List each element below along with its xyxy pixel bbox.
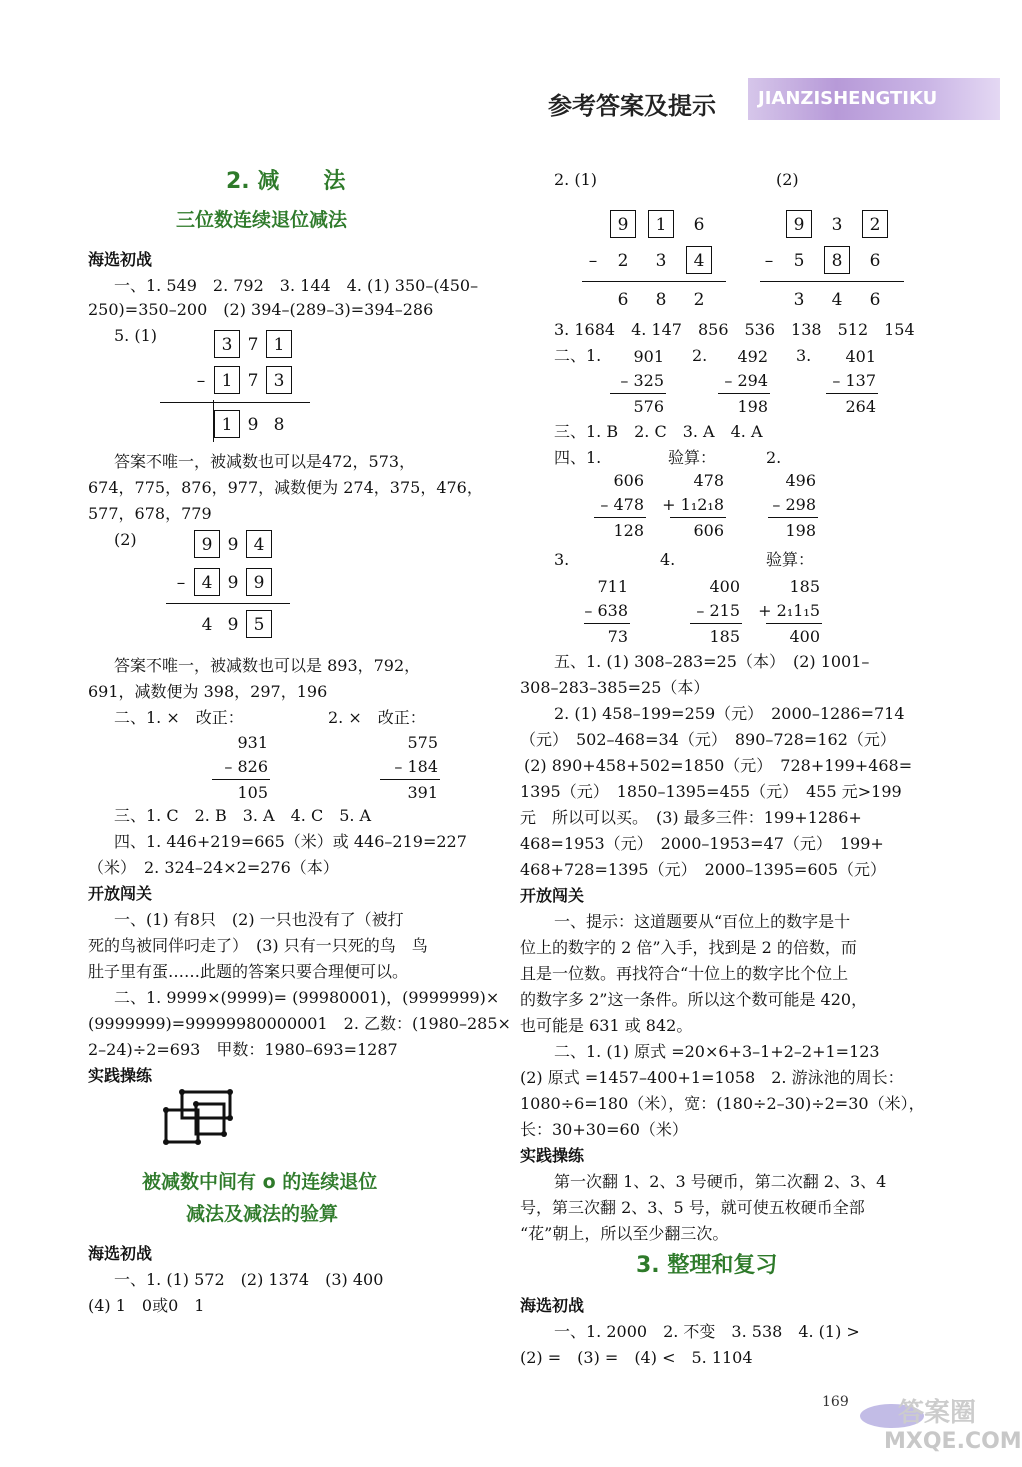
calc-result: 128: [613, 521, 644, 540]
calc-mid: – 298: [772, 495, 816, 514]
page-header-title: 参考答案及提示: [548, 92, 716, 120]
text-line: 3. 1684 4. 147 856 536 138 512 154: [554, 320, 915, 339]
digit: 9: [247, 415, 259, 435]
calc-mid: – 137: [832, 371, 876, 390]
digit: 6: [693, 215, 705, 235]
calc-mid: – 478: [600, 495, 644, 514]
calc-mid: – 294: [724, 371, 768, 390]
vcalc-row: [610, 286, 712, 314]
calc-mid: + 1₁2₁8: [662, 495, 724, 514]
section-title-subtraction: 2. 减 法: [226, 169, 346, 194]
text-line: 一、1. 549 2. 792 3. 144 4. (1) 350–(450–: [114, 276, 479, 295]
text-line: 三、1. B 2. C 3. A 4. A: [554, 422, 763, 441]
calc-mid: – 638: [584, 601, 628, 620]
text-line: 2. (1): [554, 170, 598, 189]
text-line: 元 所以可以买。 (3) 最多三件：199+1286+: [520, 808, 862, 827]
text-line: 2–24)÷2=693 甲数：1980–693=1287: [88, 1040, 398, 1059]
calc-result: 264: [845, 397, 876, 416]
heading-kaifang: 开放闯关: [88, 884, 153, 903]
text-line: 第一次翻 1、2、3 号硬币，第二次翻 2、3、4: [554, 1172, 887, 1191]
heading-haixuan: 海选初战: [88, 250, 153, 269]
calc-result: 391: [407, 783, 438, 802]
text-line: (2) 原式 =1457–400+1=1058 2. 游泳池的周长：: [520, 1068, 904, 1087]
calc-result: 606: [693, 521, 724, 540]
vcalc-row: [194, 610, 272, 639]
text-line: 3.: [554, 550, 570, 569]
digit: 5: [793, 251, 805, 271]
minus-sign: –: [196, 371, 206, 391]
text-line: 二、1.: [554, 346, 602, 365]
calc-line: [582, 281, 726, 282]
calc-line: [584, 623, 630, 624]
text-line: 答案不唯一，被减数也可以是 893，792，: [114, 656, 421, 675]
calc-top: 496: [785, 471, 816, 490]
text-line: 二、1. 9999×(9999)= (99980001)，(9999999)×: [114, 988, 500, 1007]
text-line: 2.: [692, 346, 708, 365]
digit: 4: [201, 615, 213, 635]
text-line: 308–283–385=25（本）: [520, 678, 710, 697]
digit-box: 9: [194, 530, 220, 558]
digit: 2: [693, 290, 705, 310]
calc-line: [826, 393, 878, 394]
calc-result: 105: [237, 783, 268, 802]
calc-result: 576: [633, 397, 664, 416]
text-line: 一、1. (1) 572 (2) 1374 (3) 400: [114, 1270, 384, 1289]
calc-top: 901: [633, 347, 664, 366]
digit-box: 4: [194, 568, 220, 596]
text-line: 468=1953（元） 2000–1953=47（元） 199+: [520, 834, 884, 853]
heading-haixuan: 海选初战: [88, 1244, 153, 1263]
vcalc-row: [756, 246, 888, 275]
calc-result: 185: [709, 627, 740, 646]
text-line: 也可能是 631 或 842。: [520, 1016, 693, 1035]
text-line: 2. × 改正：: [328, 708, 426, 727]
digit: 8: [273, 415, 285, 435]
calc-top: 606: [613, 471, 644, 490]
digit: 3: [831, 215, 843, 235]
text-line: 一、提示：这道题要从“百位上的数字是十: [554, 912, 851, 931]
digit-box: 3: [266, 366, 292, 394]
calc-result: 198: [785, 521, 816, 540]
digit-box: 9: [246, 568, 272, 596]
calc-top: 931: [237, 733, 268, 752]
calc-rule: [213, 400, 214, 442]
digit: 6: [869, 290, 881, 310]
text-line: 577，678，779: [88, 504, 212, 523]
text-line: 肚子里有蛋……此题的答案只要合理便可以。: [88, 962, 409, 981]
digit-box: 2: [862, 210, 888, 238]
calc-top: 400: [709, 577, 740, 596]
minus-sign: –: [764, 251, 774, 271]
calc-line: [166, 603, 290, 604]
page-number: 169: [822, 1394, 849, 1410]
calc-line: [594, 517, 646, 518]
digit-box: 1: [214, 366, 240, 394]
text-line: 五、1. (1) 308–283=25（本） (2) 1001–: [554, 652, 870, 671]
calc-line: [766, 623, 822, 624]
vcalc-row: [214, 410, 292, 439]
digit: 6: [617, 290, 629, 310]
text-line: (2): [776, 170, 799, 189]
text-line: （米） 2. 324–24×2=276（本）: [88, 858, 339, 877]
text-line: 的数字多 2”这一条件。所以这个数可能是 420，: [520, 990, 868, 1009]
digit: 9: [227, 535, 239, 555]
calc-result: 198: [737, 397, 768, 416]
watermark-text: 答案圈: [898, 1398, 977, 1428]
vcalc-row: [168, 568, 272, 597]
digit: 7: [247, 335, 259, 355]
text-line: (9999999)=99999980000001 2. 乙数：(1980–285×: [88, 1014, 511, 1033]
digit-box: 8: [824, 246, 850, 274]
text-line: 二、1. (1) 原式 =20×6+3–1+2–2+1=123: [554, 1042, 880, 1061]
vcalc-row: [188, 366, 292, 395]
calc-line: [610, 393, 666, 394]
text-line: 3.: [796, 346, 812, 365]
text-line: 三、1. C 2. B 3. A 4. C 5. A: [114, 806, 372, 825]
digit: 8: [655, 290, 667, 310]
digit: 9: [227, 615, 239, 635]
digit: 9: [227, 573, 239, 593]
calc-result: 73: [607, 627, 628, 646]
text-line: (4) 1 0或0 1: [88, 1296, 205, 1315]
text-line: 四、1. 446+219=665（米）或 446–219=227: [114, 832, 467, 851]
calc-mid: – 826: [224, 757, 268, 776]
calc-mid: + 2₁1₁5: [758, 601, 820, 620]
text-line: 674，775，876，977，减数便为 274，375，476，: [88, 478, 483, 497]
digit: 3: [793, 290, 805, 310]
text-line: 一、(1) 有8只 (2) 一只也没有了（被打: [114, 910, 404, 929]
vcalc-row: [610, 210, 712, 239]
matchstick-figure: [160, 1088, 240, 1150]
vcalc-row: [786, 286, 888, 314]
text-line: 且是一位数。再找符合“十位上的数字比个位上: [520, 964, 849, 983]
digit-box: 1: [214, 410, 240, 438]
text-line: 4.: [660, 550, 676, 569]
calc-top: 401: [845, 347, 876, 366]
calc-top: 478: [693, 471, 724, 490]
digit: 4: [831, 290, 843, 310]
calc-top: 185: [789, 577, 820, 596]
digit-box: 3: [214, 330, 240, 358]
subsection-title: 被减数中间有 o 的连续退位: [142, 1171, 378, 1193]
digit: 7: [247, 371, 259, 391]
heading-haixuan: 海选初战: [520, 1296, 585, 1315]
digit-box: 4: [686, 246, 712, 274]
text-line: (2) = (3) = (4) < 5. 1104: [520, 1348, 753, 1367]
calc-line: [670, 517, 726, 518]
digit: 6: [869, 251, 881, 271]
calc-mid: – 325: [620, 371, 664, 390]
text-line: 验算：: [668, 448, 717, 467]
digit-box: 1: [648, 210, 674, 238]
digit-box: 5: [246, 610, 272, 638]
header-banner: [748, 78, 1000, 120]
text-line: 答案不唯一，被减数也可以是472，573，: [114, 452, 416, 471]
vcalc-row: [786, 210, 888, 239]
text-line: 二、1. × 改正：: [114, 708, 244, 727]
calc-mid: – 215: [696, 601, 740, 620]
heading-shijian: 实践操练: [520, 1146, 585, 1165]
text-line: 468+728=1395（元） 2000–1395=605（元）: [520, 860, 886, 879]
text-line: “花”朝上，所以至少翻三次。: [520, 1224, 729, 1243]
calc-top: 575: [407, 733, 438, 752]
calc-result: 400: [789, 627, 820, 646]
calc-mid: – 184: [394, 757, 438, 776]
text-line: 验算：: [766, 550, 815, 569]
calc-line: [160, 402, 310, 403]
text-line: 691，减数便为 398，297，196: [88, 682, 328, 701]
text-line: 2.: [766, 448, 782, 467]
digit-box: 1: [266, 330, 292, 358]
vcalc-row: [214, 330, 292, 359]
text-line: 1395（元） 1850–1395=455（元） 455 元>199: [520, 782, 902, 801]
text-line: 四、1.: [554, 448, 602, 467]
minus-sign: –: [176, 573, 186, 593]
digit: 3: [655, 251, 667, 271]
minus-sign: –: [588, 251, 598, 271]
text-line: 号，第三次翻 2、3、5 号，就可使五枚硬币全部: [520, 1198, 865, 1217]
text-line: 死的鸟被同伴叼走了） (3) 只有一只死的鸟 鸟: [88, 936, 428, 955]
text-line: 1080÷6=180（米），宽：(180÷2–30)÷2=30（米），: [520, 1094, 925, 1113]
text-line: 2. (1) 458–199=259（元） 2000–1286=714: [554, 704, 905, 723]
calc-line: [760, 281, 904, 282]
banner-text: JIANZISHENGTIKU: [758, 88, 938, 109]
calc-line: [212, 779, 270, 780]
text-line: 250)=350–200 (2) 394–(289–3)=394–286: [88, 300, 434, 319]
subsection-title: 三位数连续退位减法: [176, 209, 348, 231]
calc-top: 711: [597, 577, 628, 596]
digit: 2: [617, 251, 629, 271]
calc-line: [768, 517, 818, 518]
calc-line: [718, 393, 770, 394]
digit-box: 9: [786, 210, 812, 238]
calc-line: [380, 779, 440, 780]
section-title-review: 3. 整理和复习: [636, 1253, 778, 1278]
text-line: 一、1. 2000 2. 不变 3. 538 4. (1) >: [554, 1322, 860, 1341]
heading-shijian: 实践操练: [88, 1066, 153, 1085]
calc-line: [690, 623, 742, 624]
text-line: （元） 502–468=34（元） 890–728=162（元）: [520, 730, 896, 749]
text-line: 5. (1): [114, 326, 158, 345]
text-line: (2) 890+458+502=1850（元） 728+199+468=: [524, 756, 913, 775]
vcalc-row: [194, 530, 272, 559]
subsection-title: 减法及减法的验算: [186, 1203, 339, 1225]
text-line: 位上的数字的 2 倍”入手，找到是 2 的倍数，而: [520, 938, 857, 957]
digit-box: 4: [246, 530, 272, 558]
watermark-url: MXQE.COM: [884, 1429, 1022, 1454]
heading-kaifang: 开放闯关: [520, 886, 585, 905]
text-line: 长：30+30=60（米）: [520, 1120, 688, 1139]
calc-top: 492: [737, 347, 768, 366]
text-line: (2): [114, 530, 137, 549]
digit-box: 9: [610, 210, 636, 238]
vcalc-row: [580, 246, 712, 275]
